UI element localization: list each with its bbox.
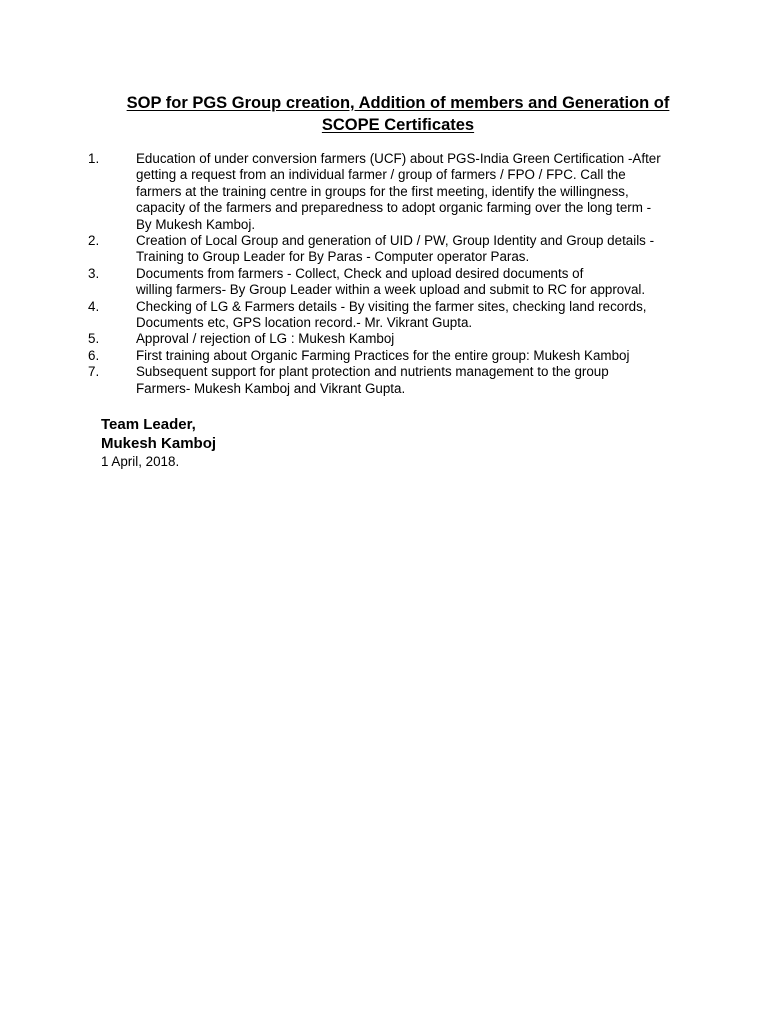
- list-item-number: 6.: [88, 347, 100, 363]
- signature-block: [101, 415, 216, 470]
- list-item: [88, 233, 688, 266]
- list-item-text-line: Checking of LG & Farmers details - By visiting the farmer sites, checking land records,: [136, 298, 647, 314]
- list-item-text-line: getting a request from an individual farmer / group of farmers / FPO / FPC. Call the: [136, 167, 626, 183]
- title-line-1: SOP for PGS Group creation, Addition of members and Generation of: [126, 94, 670, 112]
- signature-name: Mukesh Kamboj: [101, 435, 217, 452]
- list-item-text-line: First training about Organic Farming Practices for the entire group: Mukesh Kamboj: [136, 347, 630, 363]
- list-item-number: 3.: [88, 265, 100, 281]
- document-title: [60, 92, 736, 136]
- list-item-text-line: Training to Group Leader for By Paras - Computer operator Paras.: [136, 249, 530, 265]
- list-item-text-line: By Mukesh Kamboj.: [136, 216, 256, 232]
- list-item-text-line: Subsequent support for plant protection and nutrients management to the group: [136, 364, 609, 380]
- list-item: [88, 299, 688, 332]
- list-item: [88, 348, 688, 364]
- list-item-text-line: Education of under conversion farmers (UCF) about PGS-India Green Certification -After: [136, 151, 661, 166]
- list-item: [88, 151, 688, 233]
- list-item-text-line: willing farmers- By Group Leader within a week upload and submit to RC for approval.: [136, 282, 646, 298]
- list-item-text-line: Documents etc, GPS location record.- Mr. Vikrant Gupta.: [136, 315, 473, 331]
- signature-date: 1 April, 2018.: [101, 454, 180, 469]
- list-item: [88, 266, 688, 299]
- list-item-text-line: Farmers- Mukesh Kamboj and Vikrant Gupta.: [136, 380, 406, 396]
- list-item-text-line: Creation of Local Group and generation of UID / PW, Group Identity and Group details -: [136, 233, 655, 249]
- signature-role: Team Leader,: [101, 416, 196, 433]
- list-item-text-line: Documents from farmers - Collect, Check and upload desired documents of: [136, 265, 584, 281]
- list-item-number: 2.: [88, 233, 100, 249]
- list-item-number: 4.: [88, 298, 100, 314]
- list-item-text-line: farmers at the training centre in groups for the first meeting, identify the willingness,: [136, 183, 629, 199]
- list-item-number: 1.: [88, 151, 100, 166]
- list-item-number: 7.: [88, 364, 100, 380]
- list-item-text-line: capacity of the farmers and preparedness to adopt organic farming over the long term -: [136, 200, 652, 216]
- list-item: [88, 364, 688, 397]
- list-item-text-line: Approval / rejection of LG : Mukesh Kamboj: [136, 331, 395, 347]
- list-item-number: 5.: [88, 331, 100, 347]
- steps-list: [88, 151, 688, 397]
- list-item: [88, 331, 688, 347]
- title-line-2: SCOPE Certificates: [321, 116, 475, 134]
